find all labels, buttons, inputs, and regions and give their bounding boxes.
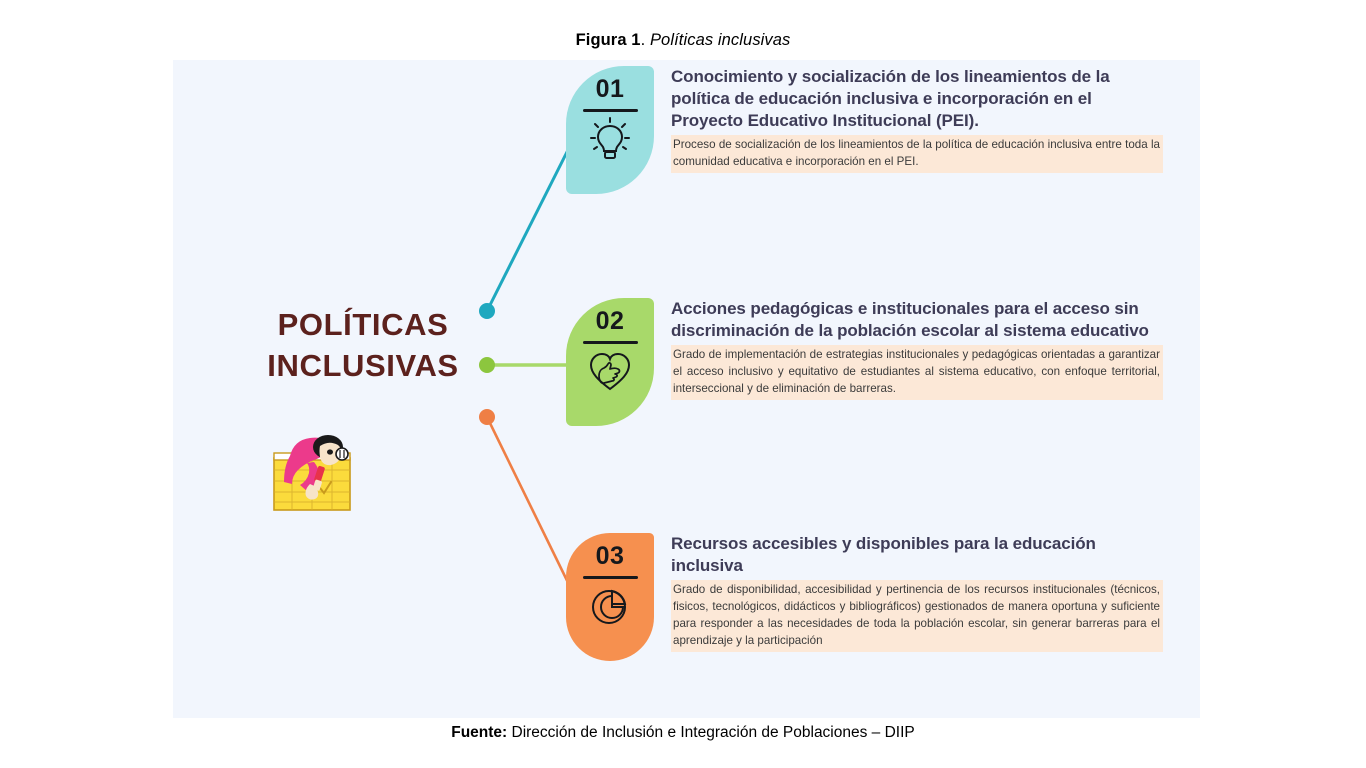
main-heading-line2: INCLUSIVAS (267, 347, 459, 383)
connector-dot-03 (479, 409, 495, 425)
step-text-01 (671, 66, 1163, 173)
lightbulb-icon (588, 116, 632, 162)
figure-label: Figura 1 (575, 31, 641, 49)
step-number-01: 01 (595, 75, 625, 103)
badge-rule (583, 341, 638, 344)
pie-chart-icon (588, 583, 632, 629)
figure-title: Políticas inclusivas (649, 31, 791, 49)
hand-in-heart-icon (588, 348, 632, 394)
step-title-02: Acciones pedagógicas e institucionales para el acceso sin discriminación de la población escolar al sistema educativo (671, 299, 1149, 340)
step-number-02: 02 (595, 307, 625, 335)
badge-rule (583, 576, 638, 579)
step-title-01: Conocimiento y socialización de los lineamientos de la política de educación inclusiva e incorporación en el Proyecto Educativo Institucional (PEI). (671, 67, 1110, 130)
figure-separator: . (640, 31, 650, 49)
step-text-02 (671, 298, 1163, 400)
infographic-panel (173, 60, 1200, 718)
connector-line-01 (487, 140, 573, 311)
step-description-03: Grado de disponibilidad, accesibilidad y pertinencia de los recursos institucionales (técnicos, fisicos, tecnológicos, didácticos y bibliográficos) gestionados de manera oportuna y suficiente para responder a las necesidades de toda la población escolar, sin generar barreras para el aprendizaje y la participación (671, 580, 1163, 652)
source-label: Fuente: (451, 724, 508, 741)
source-footer (0, 724, 1366, 742)
step-text-03 (671, 533, 1163, 652)
badge-rule (583, 109, 638, 112)
main-heading-line1: POLÍTICAS (277, 307, 449, 342)
source-text: Dirección de Inclusión e Integración de Poblaciones – DIIP (507, 724, 915, 741)
step-badge-03 (566, 533, 654, 661)
step-description-02: Grado de implementación de estrategias institucionales y pedagógicas orientadas a garantizar el acceso inclusivo y equitativo de estudiantes al sistema educativo, con enfoque territorial, interseccional y de eliminación de barreras. (671, 345, 1163, 400)
step-badge-02 (566, 298, 654, 426)
step-badge-01 (566, 66, 654, 194)
person-writing-on-checklist-board-illustration (270, 432, 362, 514)
step-description-01: Proceso de socialización de los lineamientos de la política de educación inclusiva entre toda la comunidad educativa e incorporación en el PEI. (671, 135, 1163, 173)
main-heading (218, 305, 508, 387)
figure-caption (0, 31, 1366, 50)
step-title-03: Recursos accesibles y disponibles para la educación inclusiva (671, 534, 1096, 575)
step-number-03: 03 (595, 542, 625, 570)
